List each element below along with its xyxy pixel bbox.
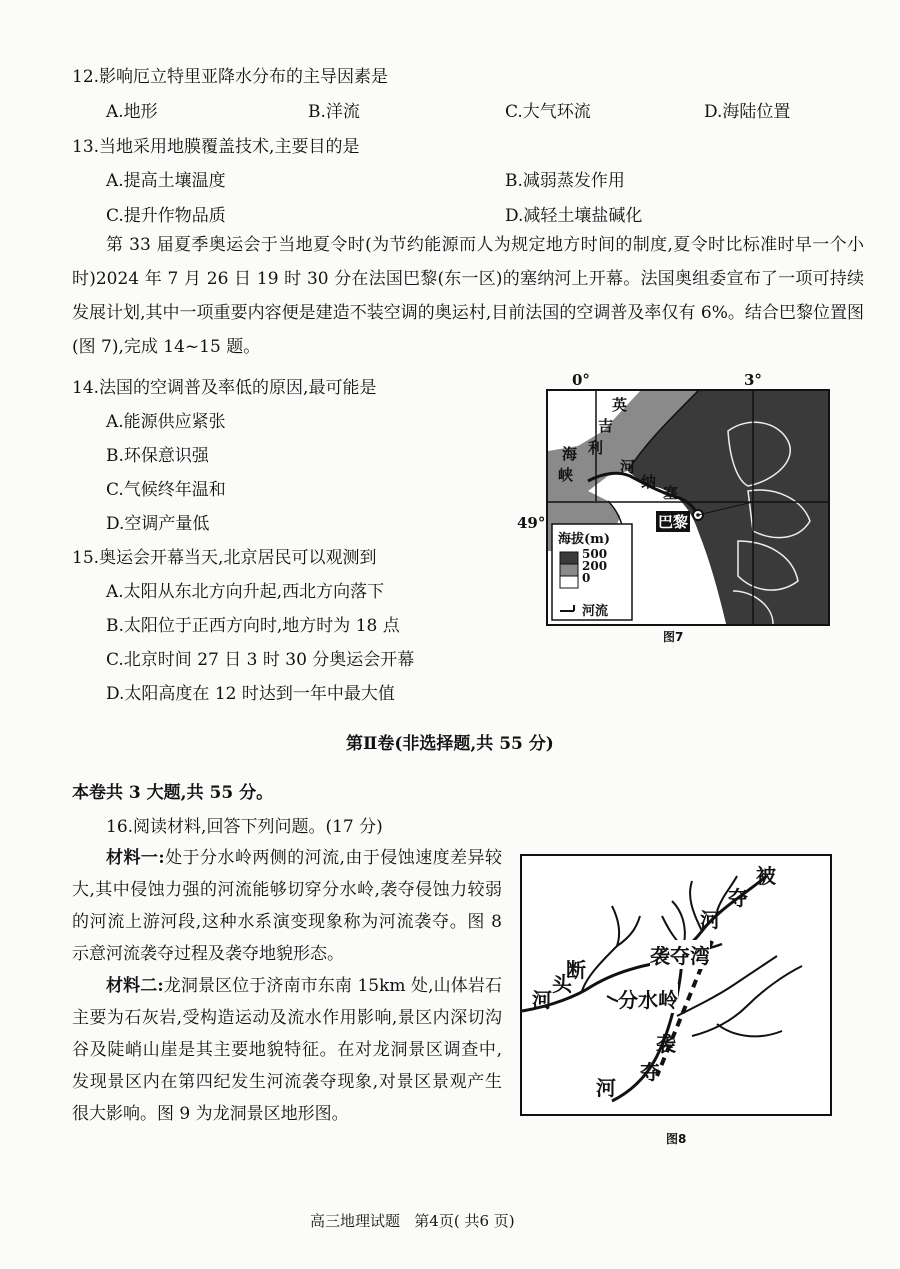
fig7-label-li: 利	[588, 439, 604, 457]
fig7-map	[546, 389, 830, 626]
q13-option-d: D.减轻土壤盐碱化	[505, 206, 643, 226]
q15-option-b: B.太阳位于正西方向时,地方时为 18 点	[106, 616, 400, 636]
fig7-label-ji: 吉	[598, 417, 614, 435]
fig7-lat49: 49°	[517, 514, 546, 532]
q13-option-a: A.提高土壤温度	[106, 171, 226, 191]
material-2-text: 龙洞景区位于济南市东南 15km 处,山体岩石主要为石灰岩,受构造运动及流水作用影响,景区内深切沟谷及陡峭山崖是其主要地貌特征。在对龙洞景区调查中,发现景区内在第四纪发生河流袭夺现象,对景区景观产生很大影响。图 9 为龙洞景区地形图。	[72, 976, 503, 1124]
fig8-label-fsl: 分水岭	[618, 984, 678, 1013]
intro-paragraph: 第 33 届夏季奥运会于当地夏令时(为节约能源而人为规定地方时间的制度,夏令时比标准时早一个小时)2024 年 7 月 26 日 19 时 30 分在法国巴黎(东一区)的塞纳河上开幕。法国奥组委宣布了一项可持续发展计划,其中一项重要内容便是建造不装空调的奥运村,目前法国的空调普及率仅有 6%。结合巴黎位置图(图 7),完成 14~15 题。	[72, 235, 864, 357]
fig7-label-he: 河	[620, 458, 636, 476]
fig8-label-duan: 断	[566, 958, 586, 982]
fig8-label-he1: 河	[700, 908, 720, 932]
fig7-legend-200: 200	[582, 559, 608, 573]
fig8-caption: 图8	[666, 1132, 687, 1146]
q13-stem: 13.当地采用地膜覆盖技术,主要目的是	[72, 137, 360, 157]
fig8-label-he3: 河	[596, 1076, 616, 1100]
q16-stem: 16.阅读材料,回答下列问题。(17 分)	[106, 817, 383, 837]
q14-option-b: B.环保意识强	[106, 446, 209, 466]
q13-option-c: C.提升作物品质	[106, 206, 226, 226]
section2-note: 本卷共 3 大题,共 55 分。	[72, 783, 274, 803]
fig7-legend-river: 河流	[582, 604, 609, 619]
fig7-label-ying: 英	[612, 396, 628, 414]
paris-location-map	[548, 391, 828, 624]
fig7-lon3: 3°	[744, 371, 762, 389]
q16-material-1	[72, 842, 502, 970]
q12-option-c: C.大气环流	[505, 102, 591, 122]
fig7-label-sai: 塞	[663, 484, 679, 502]
fig8-label-he2: 河	[532, 988, 552, 1012]
q12-stem: 12.影响厄立特里亚降水分布的主导因素是	[72, 67, 389, 87]
q14-option-d: D.空调产量低	[106, 514, 210, 534]
fig7-legend-title: 海拔(m)	[558, 532, 611, 547]
q12-option-b: B.洋流	[308, 102, 360, 122]
q14-option-c: C.气候终年温和	[106, 480, 226, 500]
fig8-label-duo1: 夺	[728, 886, 748, 910]
fig7-legend-0: 0	[582, 571, 591, 585]
material-2-label: 材料二:	[106, 976, 164, 996]
q12-option-a: A.地形	[106, 102, 158, 122]
q13-option-b: B.减弱蒸发作用	[505, 171, 625, 191]
q15-option-a: A.太阳从东北方向升起,西北方向落下	[106, 582, 385, 602]
q16-material-2	[72, 970, 502, 1130]
fig8-label-duo2: 夺	[640, 1060, 660, 1084]
material-1-label: 材料一:	[106, 848, 165, 868]
fig8-label-xi: 袭	[656, 1032, 676, 1056]
q15-option-c: C.北京时间 27 日 3 时 30 分奥运会开幕	[106, 650, 415, 670]
section2-title: 第Ⅱ卷(非选择题,共 55 分)	[346, 734, 554, 754]
q14-option-a: A.能源供应紧张	[106, 412, 226, 432]
q14-stem: 14.法国的空调普及率低的原因,最可能是	[72, 378, 377, 398]
fig7-label-na: 纳	[641, 473, 657, 491]
page-footer: 高三地理试题 第4页( 共6 页)	[310, 1212, 515, 1230]
fig8-diagram	[520, 854, 832, 1116]
fig7-label-xia: 峡	[558, 466, 574, 484]
fig7-legend-500: 500	[582, 547, 608, 561]
fig7-caption: 图7	[663, 630, 684, 644]
q15-option-d: D.太阳高度在 12 时达到一年中最大值	[106, 684, 395, 704]
fig8-label-bei: 被	[756, 864, 776, 888]
fig8-label-wan: 袭夺湾	[650, 940, 710, 969]
q15-stem: 15.奥运会开幕当天,北京居民可以观测到	[72, 548, 377, 568]
fig7-label-paris: 巴黎	[658, 513, 689, 531]
material-1-text: 处于分水岭两侧的河流,由于侵蚀速度差异较大,其中侵蚀力强的河流能够切穿分水岭,袭夺侵蚀力较弱的河流上游河段,这种水系演变现象称为河流袭夺。图 8 示意河流袭夺过程及袭夺地貌形态。	[72, 848, 502, 964]
fig7-lon0: 0°	[572, 371, 590, 389]
q12-option-d: D.海陆位置	[704, 102, 791, 122]
fig7-label-hai: 海	[562, 445, 578, 463]
fig8-label-tou: 头	[552, 972, 572, 996]
